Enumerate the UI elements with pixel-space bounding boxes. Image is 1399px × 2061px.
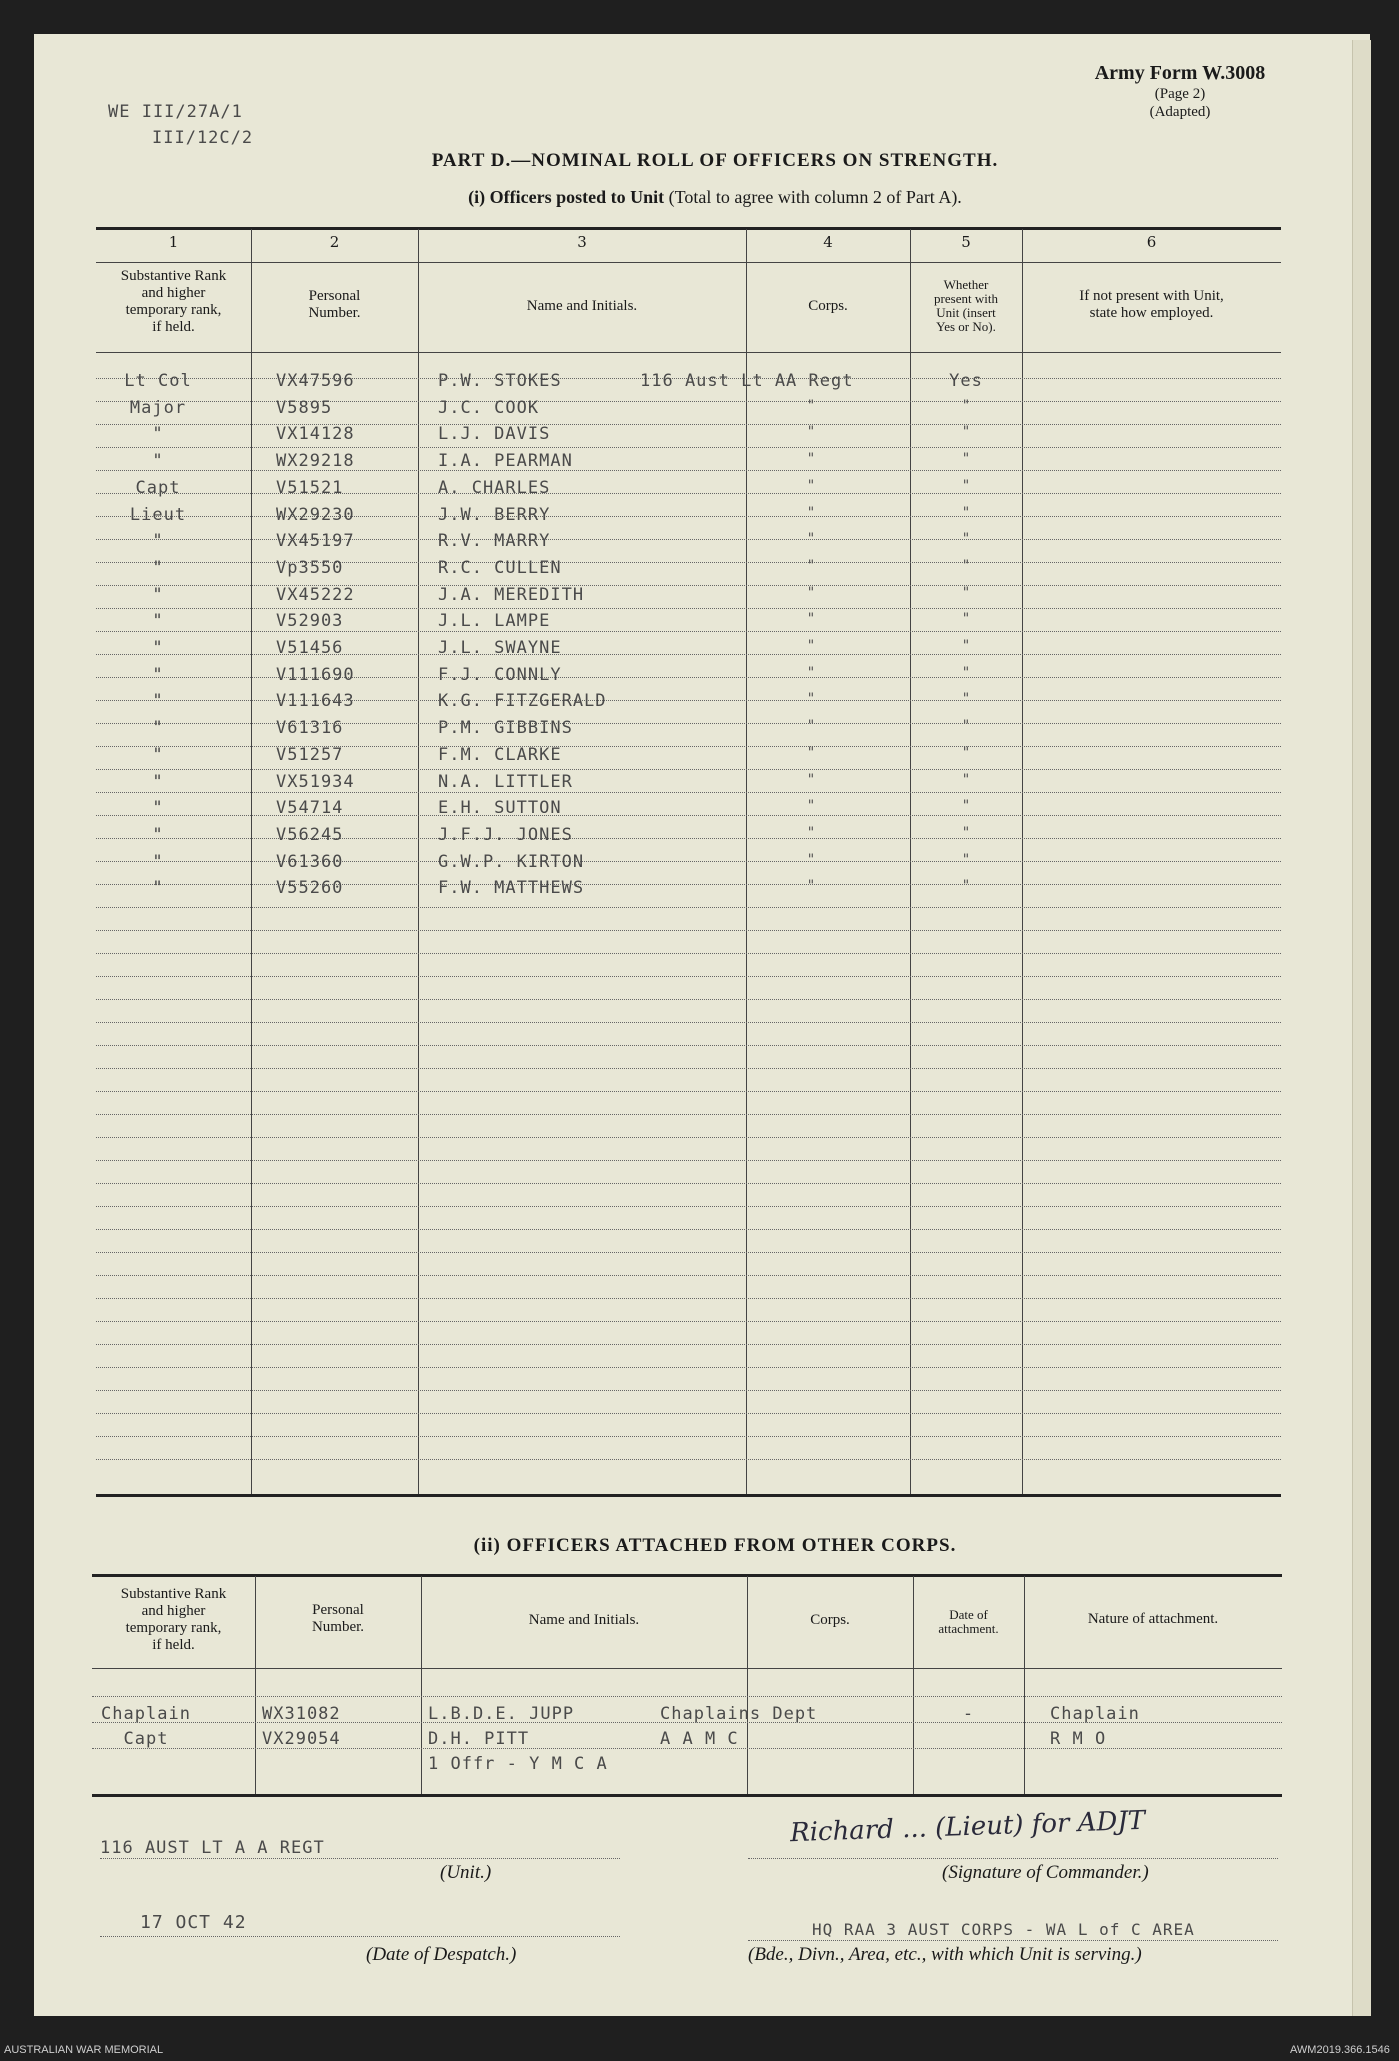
rank-cell: " [152, 745, 164, 765]
ii-header-personal-number [255, 1602, 421, 1636]
corps-ditto: " [807, 451, 815, 467]
column-number-3: 3 [577, 233, 587, 251]
rank-cell: Capt [135, 478, 181, 498]
ruled-line [96, 1068, 1281, 1069]
ruled-line [96, 907, 1281, 908]
ii-header-date-line: attachment. [938, 1621, 999, 1636]
present-ditto: " [962, 878, 970, 894]
name-cell: R.V. MARRY [438, 531, 551, 551]
ruled-line [96, 838, 1281, 839]
ii-personal-number-cell: WX31082 [262, 1704, 341, 1724]
ruled-line [96, 861, 1281, 862]
personal-number-cell: V61360 [276, 852, 344, 872]
personal-number-cell: VX47596 [276, 371, 355, 391]
header-present-line: Yes or No). [936, 319, 996, 334]
name-cell: E.H. SUTTON [438, 798, 562, 818]
ii-header-name: Name and Initials. [528, 1612, 640, 1628]
personal-number-cell: VX45197 [276, 531, 355, 551]
ii-corps-cell: Chaplains Dept [660, 1704, 818, 1724]
present-ditto: " [962, 424, 970, 440]
ii-header-corps: Corps. [810, 1612, 850, 1628]
rank-cell: " [152, 585, 164, 605]
file-reference-1: WE III/27A/1 [108, 102, 243, 122]
personal-number-cell: V61316 [276, 718, 344, 738]
ii-header-rank-line: if held. [152, 1637, 195, 1653]
formation-dotted-line [748, 1940, 1278, 1941]
present-ditto: " [962, 665, 970, 681]
page-title: PART D.—NOMINAL ROLL OF OFFICERS ON STRENGTH. [431, 150, 999, 171]
name-cell: J.C. COOK [438, 398, 540, 418]
corps-ditto: " [807, 825, 815, 841]
date-dotted-line [100, 1936, 620, 1937]
unit-value: 116 AUST LT A A REGT [100, 1838, 325, 1858]
present-ditto: " [962, 558, 970, 574]
header-rank [86, 268, 261, 336]
ruled-line [96, 562, 1281, 563]
ruled-line [96, 1137, 1281, 1138]
corps-ditto: " [807, 718, 815, 734]
despatch-date-label: (Date of Despatch.) [366, 1944, 517, 1965]
ruled-line [96, 677, 1281, 678]
name-cell: P.M. GIBBINS [438, 718, 573, 738]
ruled-line [96, 1413, 1281, 1414]
present-ditto: " [962, 772, 970, 788]
corps-ditto: " [807, 772, 815, 788]
ruled-line [96, 1183, 1281, 1184]
name-cell: A. CHARLES [438, 478, 551, 498]
header-rank-line: temporary rank, [125, 302, 222, 318]
name-cell: N.A. LITTLER [438, 772, 573, 792]
ruled-line [96, 1045, 1281, 1046]
form-name: Army Form W.3008 [1094, 62, 1266, 84]
corps-ditto: " [807, 638, 815, 654]
table-top-rule [96, 227, 1281, 230]
rank-cell: " [152, 424, 164, 444]
ruled-line [96, 815, 1281, 816]
formation-value: HQ RAA 3 AUST CORPS - WA L of C AREA [812, 1920, 1195, 1939]
ii-header-rank-line: and higher [141, 1603, 206, 1619]
ii-header-rank-line: temporary rank, [125, 1620, 222, 1636]
header-employed [1022, 288, 1281, 322]
personal-number-cell: WX29218 [276, 451, 355, 471]
ii-header-nature: Nature of attachment. [1087, 1611, 1219, 1627]
subtitle-bold: (i) Officers posted to Unit [468, 187, 665, 207]
column-number-1: 1 [168, 233, 179, 251]
rank-cell: " [152, 772, 164, 792]
corps-ditto: " [807, 878, 815, 894]
corps-ditto: " [807, 558, 815, 574]
rank-cell: Major [129, 398, 187, 418]
header-employed-line: state how employed. [1089, 305, 1214, 321]
name-cell: J.F.J. JONES [438, 825, 573, 845]
present-ditto: " [962, 852, 970, 868]
ii-header-number-line: Number. [311, 1619, 365, 1635]
ii-rank-cell: Chaplain [101, 1704, 191, 1724]
ii-ruled-line [92, 1696, 1282, 1697]
ruled-line [96, 585, 1281, 586]
rank-cell: " [152, 665, 164, 685]
ruled-line [96, 470, 1281, 471]
ii-header-rank-line: Substantive Rank [120, 1586, 227, 1602]
ruled-line [96, 1114, 1281, 1115]
ruled-line [96, 792, 1281, 793]
ruled-line [96, 447, 1281, 448]
rank-cell: " [152, 852, 164, 872]
rank-cell: " [152, 798, 164, 818]
ruled-line [96, 1160, 1281, 1161]
ruled-line [96, 769, 1281, 770]
present-ditto: " [962, 825, 970, 841]
corps-ditto: " [807, 745, 815, 761]
personal-number-cell: V111690 [276, 665, 355, 685]
corps-cell: 116 Aust Lt AA Regt [640, 371, 854, 391]
personal-number-cell: V54714 [276, 798, 344, 818]
name-cell: F.W. MATTHEWS [438, 878, 585, 898]
ii-personal-number-cell: VX29054 [262, 1729, 341, 1749]
rank-cell: " [152, 691, 164, 711]
corps-ditto: " [807, 398, 815, 414]
rank-cell: " [152, 638, 164, 658]
ruled-line [96, 1275, 1281, 1276]
corps-ditto: " [807, 852, 815, 868]
header-present [910, 278, 1022, 334]
ruled-line [96, 493, 1281, 494]
header-number-line: Number. [308, 305, 361, 321]
ii-name-cell: L.B.D.E. JUPP [428, 1704, 575, 1724]
corps-ditto: " [807, 665, 815, 681]
corps-ditto: " [807, 424, 815, 440]
personal-number-cell: VX45222 [276, 585, 355, 605]
ruled-line [96, 1298, 1281, 1299]
ruled-line [96, 1344, 1281, 1345]
name-cell: P.W. STOKES [438, 371, 562, 391]
ruled-line [96, 1022, 1281, 1023]
ruled-line [96, 700, 1281, 701]
ruled-line [96, 953, 1281, 954]
personal-number-cell: V111643 [276, 691, 355, 711]
corps-ditto: " [807, 798, 815, 814]
header-present-line: Unit (insert [936, 305, 996, 320]
ruled-line [96, 1321, 1281, 1322]
column-number-6: 6 [1146, 233, 1157, 251]
form-adapted: (Adapted) [1149, 104, 1211, 120]
header-name: Name and Initials. [526, 298, 638, 314]
name-cell: J.L. LAMPE [438, 611, 551, 631]
ruled-line [96, 608, 1281, 609]
name-cell: J.L. SWAYNE [438, 638, 562, 658]
personal-number-cell: V5895 [276, 398, 333, 418]
ruled-line [96, 1091, 1281, 1092]
name-cell: K.G. FITZGERALD [438, 691, 607, 711]
personal-number-cell: V51521 [276, 478, 344, 498]
name-cell: G.W.P. KIRTON [438, 852, 585, 872]
present-ditto: " [962, 611, 970, 627]
present-ditto: " [962, 505, 970, 521]
ruled-line [96, 1436, 1281, 1437]
ruled-line [96, 424, 1281, 425]
present-cell: Yes [949, 371, 983, 391]
despatch-date-value: 17 OCT 42 [140, 1912, 247, 1933]
page-subtitle [0, 187, 1399, 208]
ii-header-date-line: Date of [949, 1607, 988, 1622]
ii-nature-cell: R M O [1050, 1729, 1107, 1749]
column-number-rule [96, 262, 1281, 263]
ii-ruled-line [92, 1722, 1282, 1723]
personal-number-cell: V51257 [276, 745, 344, 765]
header-rank-line: and higher [141, 285, 206, 301]
present-ditto: " [962, 585, 970, 601]
unit-label: (Unit.) [440, 1862, 492, 1883]
column-number-5: 5 [961, 233, 971, 251]
column-number-4: 4 [823, 233, 833, 251]
ii-divider-col2 [421, 1576, 422, 1794]
header-corps: Corps. [808, 298, 848, 314]
header-personal-number [251, 288, 418, 322]
name-cell: L.J. DAVIS [438, 424, 551, 444]
header-employed-line: If not present with Unit, [1079, 288, 1224, 304]
column-number-2: 2 [329, 233, 340, 251]
rank-cell: Lt Col [124, 371, 192, 391]
corps-ditto: " [807, 611, 815, 627]
rank-cell: " [152, 451, 164, 471]
header-present-line: Whether [943, 277, 989, 292]
corps-ditto: " [807, 478, 815, 494]
rank-cell: " [152, 878, 164, 898]
ruled-line [96, 401, 1281, 402]
header-number-line: Personal [308, 288, 361, 304]
signature-label: (Signature of Commander.) [942, 1862, 1149, 1883]
rank-cell: " [152, 825, 164, 845]
rank-cell: " [152, 558, 164, 578]
formation-label: (Bde., Divn., Area, etc., with which Unit is serving.) [748, 1944, 1142, 1965]
table-bottom-rule [96, 1494, 1281, 1497]
ruled-line [96, 654, 1281, 655]
header-rank-line: if held. [152, 319, 195, 335]
personal-number-cell: VX14128 [276, 424, 355, 444]
ii-ruled-line [92, 1748, 1282, 1749]
present-ditto: " [962, 478, 970, 494]
corps-ditto: " [807, 691, 815, 707]
ruled-line [96, 1206, 1281, 1207]
ruled-line [96, 539, 1281, 540]
personal-number-cell: WX29230 [276, 505, 355, 525]
present-ditto: " [962, 398, 970, 414]
commander-signature: Richard ... (Lieut) for ADJT [789, 1805, 1146, 1849]
ii-nature-cell: Chaplain [1050, 1704, 1140, 1724]
ii-divider-col3 [747, 1576, 748, 1794]
subtitle-rest: (Total to agree with column 2 of Part A). [668, 187, 962, 207]
present-ditto: " [962, 718, 970, 734]
ii-rank-cell: Capt [123, 1729, 169, 1749]
header-bottom-rule [96, 352, 1281, 353]
ruled-line [96, 1390, 1281, 1391]
present-ditto: " [962, 451, 970, 467]
rank-cell: Lieut [129, 505, 187, 525]
ii-header-date [913, 1608, 1024, 1636]
file-reference-2: III/12C/2 [152, 128, 254, 148]
personal-number-cell: Vp3550 [276, 558, 344, 578]
name-cell: R.C. CULLEN [438, 558, 562, 578]
present-ditto: " [962, 745, 970, 761]
unit-dotted-line [100, 1858, 620, 1859]
ruled-line [96, 1229, 1281, 1230]
present-ditto: " [962, 691, 970, 707]
ruled-line [96, 1459, 1281, 1460]
name-cell: J.W. BERRY [438, 505, 551, 525]
name-cell: F.J. CONNLY [438, 665, 562, 685]
ruled-line [96, 1367, 1281, 1368]
present-ditto: " [962, 638, 970, 654]
ruled-line [96, 930, 1281, 931]
corps-ditto: " [807, 531, 815, 547]
present-ditto: " [962, 798, 970, 814]
part-ii-top-rule [92, 1574, 1282, 1577]
ruled-line [96, 976, 1281, 977]
rank-cell: " [152, 531, 164, 551]
personal-number-cell: VX51934 [276, 772, 355, 792]
rank-cell: " [152, 718, 164, 738]
personal-number-cell: V55260 [276, 878, 344, 898]
part-ii-bottom-rule [92, 1794, 1282, 1797]
archive-credit: AUSTRALIAN WAR MEMORIAL [4, 2044, 164, 2056]
ruled-line [96, 516, 1281, 517]
ruled-line [96, 746, 1281, 747]
present-ditto: " [962, 531, 970, 547]
archive-accession-number: AWM2019.366.1546 [1290, 2044, 1390, 2056]
personal-number-cell: V51456 [276, 638, 344, 658]
ii-header-rank [86, 1586, 261, 1654]
ruled-line [96, 723, 1281, 724]
corps-ditto: " [807, 585, 815, 601]
name-cell: F.M. CLARKE [438, 745, 562, 765]
name-cell: J.A. MEREDITH [438, 585, 585, 605]
ruled-line [96, 631, 1281, 632]
ruled-line [96, 1252, 1281, 1253]
rank-cell: " [152, 611, 164, 631]
ii-header-number-line: Personal [312, 1602, 364, 1618]
part-ii-header-rule [92, 1668, 1282, 1669]
ruled-line [96, 999, 1281, 1000]
header-present-line: present with [934, 291, 998, 306]
ii-note: 1 Offr - Y M C A [428, 1754, 608, 1774]
form-page: (Page 2) [1154, 86, 1206, 102]
ii-divider-col5 [1024, 1576, 1025, 1794]
ruled-line [96, 884, 1281, 885]
name-cell: I.A. PEARMAN [438, 451, 573, 471]
ii-name-cell: D.H. PITT [428, 1729, 530, 1749]
header-rank-line: Substantive Rank [120, 268, 227, 284]
page-edge [1352, 40, 1371, 2016]
signature-dotted-line [748, 1858, 1278, 1859]
part-ii-title: (ii) OFFICERS ATTACHED FROM OTHER CORPS. [473, 1535, 957, 1556]
corps-ditto: " [807, 505, 815, 521]
personal-number-cell: V56245 [276, 825, 344, 845]
ii-corps-cell: A A M C [660, 1729, 739, 1749]
personal-number-cell: V52903 [276, 611, 344, 631]
ii-date-cell: - [962, 1704, 975, 1724]
